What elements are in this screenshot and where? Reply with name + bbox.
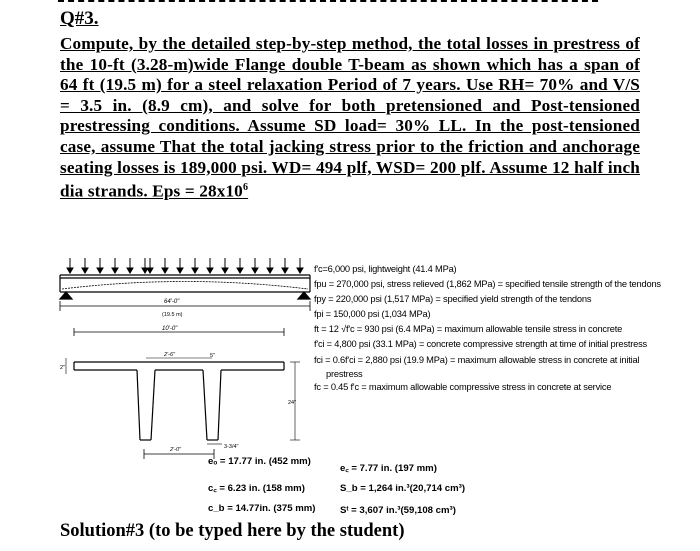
question-text bbox=[60, 34, 640, 202]
depth-label: 24" bbox=[288, 400, 297, 406]
stem-gap-label: 2'-6" bbox=[164, 352, 175, 358]
prop-st: Sᵗ = 3,607 in.³(59,108 cm³) bbox=[340, 505, 456, 516]
double-t-section bbox=[74, 362, 284, 440]
spec-fci-allowable: fci = 0.6f'ci = 2,880 psi (19.9 MPa) = maximum allowable stress in concrete at initial bbox=[314, 354, 640, 365]
prop-cb: c_b = 14.77in. (375 mm) bbox=[208, 503, 316, 514]
load-arrows bbox=[67, 258, 303, 273]
span-dimension bbox=[60, 301, 310, 311]
spec-fpu: fpu = 270,000 psi, stress relieved (1,862 MPa) = specified tensile strength of the tendons bbox=[314, 279, 661, 290]
spec-fc-service: fc = 0.45 f'c = maximum allowable compressive stress in concrete at service bbox=[314, 381, 612, 392]
width-dimension-label: 10'-0" bbox=[162, 326, 178, 332]
spec-fci-continuation: prestress bbox=[326, 368, 363, 379]
prop-ee: e꜀ = 7.77 in. (197 mm) bbox=[340, 463, 437, 474]
material-specifications bbox=[314, 262, 684, 395]
spec-ft: ft = 12 √f'c = 930 psi (6.4 MPa) = maximum allowable tensile stress in concrete bbox=[314, 324, 623, 335]
spec-fpy: fpy = 220,000 psi (1,517 MPa) = specified yield strength of the tendons bbox=[314, 294, 592, 305]
dashed-separator-line bbox=[58, 0, 598, 4]
solution-heading: Solution#3 (to be typed here by the student) bbox=[60, 521, 405, 541]
spec-fc: f'c=6,000 psi, lightweight (41.4 MPa) bbox=[314, 264, 457, 274]
stem-top-label: 5" bbox=[210, 353, 216, 359]
question-number: Q#3. bbox=[60, 8, 99, 29]
question-body: Compute, by the detailed step-by-step method, the total losses in prestress of the 10-ft (3.28-m)wide Flange double T-beam as shown which has a span of 64 ft (19.5 m) for a steel relaxation Period of 7 years. Use RH= 70% and V/S = 3.5 in. (8.9 cm), and solve for both pretensioned and Post-tensioned prestressing conditions. Assume SD load= 30% LL. In the post-tensioned case, assume That the total jacking stress prior to the friction and anchorage seating losses is 189,000 psi. WD= 494 plf, WSD= 200 plf. Assume 12 half inch dia strands. Eps = 28x10 bbox=[60, 34, 640, 201]
width-dimension bbox=[74, 328, 284, 336]
prop-sb: S_b = 1,264 in.³(20,714 cm³) bbox=[340, 483, 466, 494]
beam-elevation bbox=[60, 275, 310, 299]
span-dimension-label: 64'-0" bbox=[164, 299, 180, 305]
spec-fci-strength: f'ci = 4,800 psi (33.1 MPa) = concrete compressive strength at time of initial prestress bbox=[314, 339, 647, 350]
spec-fpi: fpi = 150,000 psi (1,034 MPa) bbox=[314, 309, 431, 320]
prop-ce: c꜀ = 6.23 in. (158 mm) bbox=[208, 483, 305, 494]
bottom-dimension-label: 2'-0" bbox=[170, 447, 181, 453]
flange-thickness-label: 2" bbox=[60, 365, 66, 371]
stem-bottom-label: 3-3/4" bbox=[224, 444, 239, 450]
question-exponent: 6 bbox=[242, 182, 249, 194]
span-dimension-metric: (19.5 m) bbox=[162, 312, 183, 318]
prop-ec: eₒ = 17.77 in. (452 mm) bbox=[208, 456, 311, 467]
